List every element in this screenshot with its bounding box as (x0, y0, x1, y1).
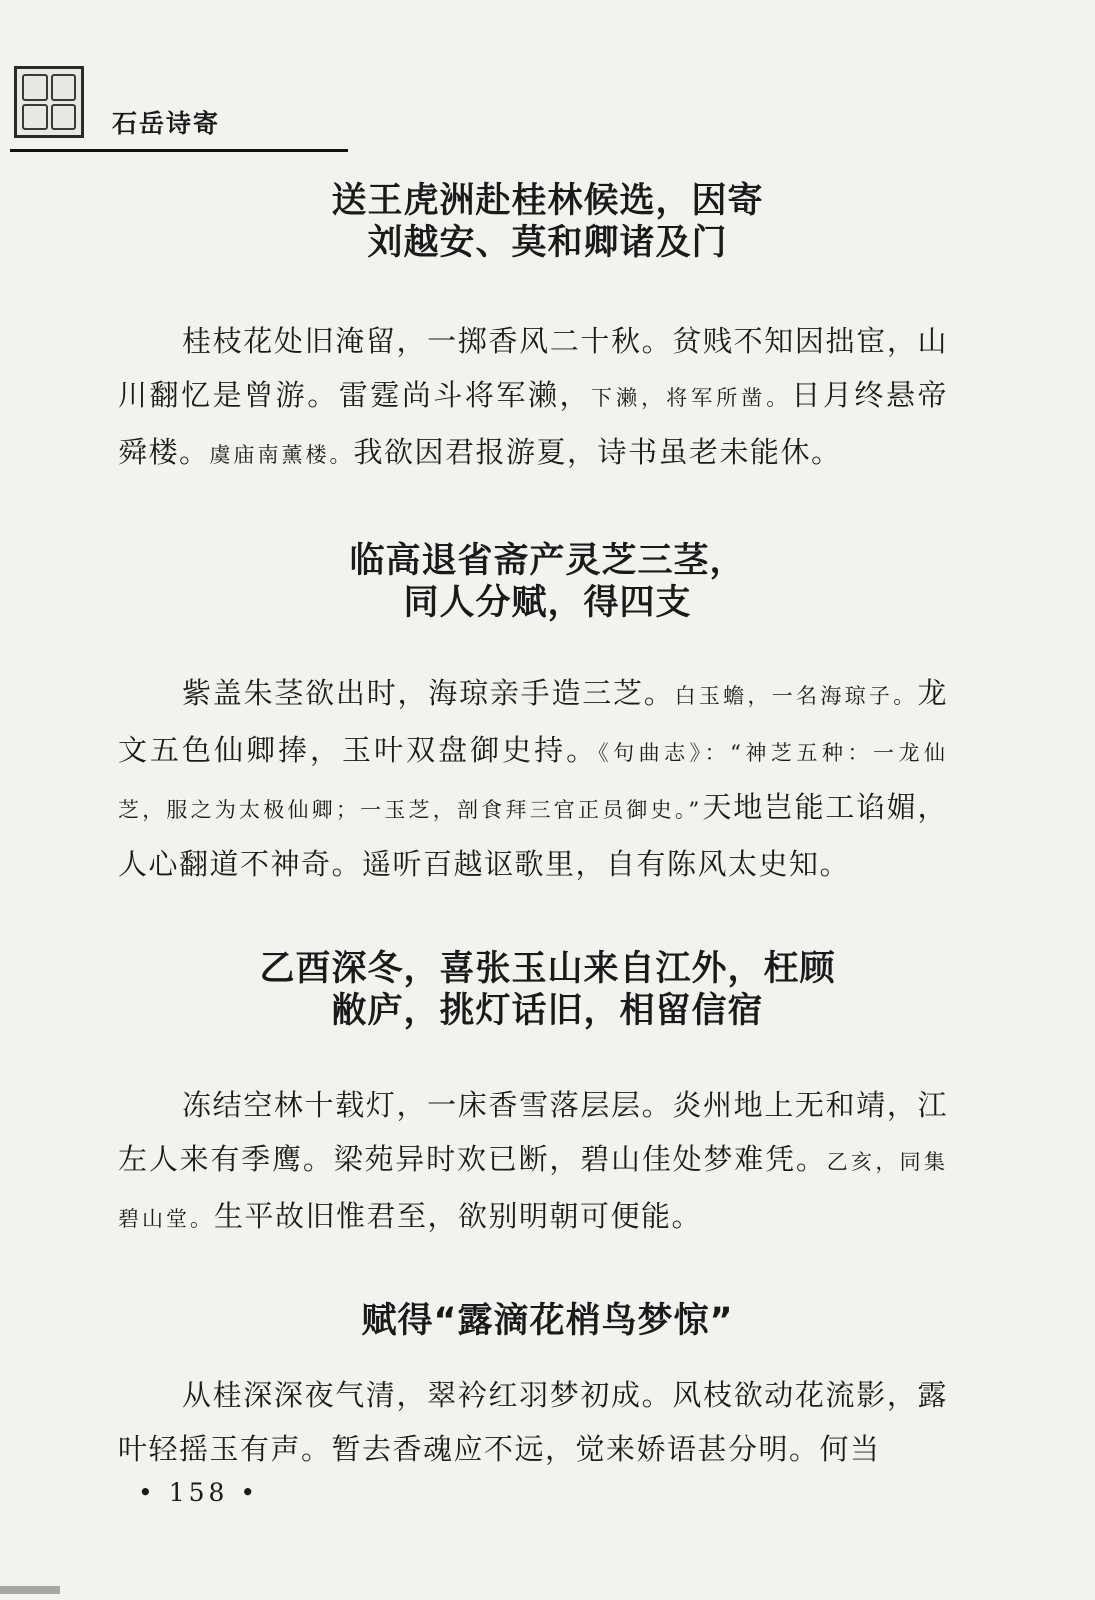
poem-body-1 (118, 314, 948, 482)
verse-text: 天地岂能工谄媚，人心翻道不神奇。遥听百越讴歌里，自有陈风太史知。 (118, 790, 948, 881)
verse-text: 生平故旧惟君至，欲别明朝可便能。 (214, 1199, 703, 1233)
poem-title-line: 刘越安、莫和卿诸及门 (367, 223, 728, 263)
verse-text: 桂枝花处旧淹留，一掷香风二十秋。贫贱不知因拙宦，山川翻忆是曾游。雷霆尚斗将军濑， (118, 324, 948, 412)
poem-title-line: 同人分赋，得四支 (403, 583, 692, 623)
running-title: 石岳诗寄 (112, 109, 221, 138)
header-rule (10, 149, 348, 152)
poem-title-line: 送王虎洲赴桂林候选，因寄 (331, 181, 764, 221)
poem-body-4 (118, 1368, 948, 1476)
annotation: 《句曲志》：“神芝五种：一龙仙芝，服之为太极仙卿；一玉芝，剖食拜三官正员御史。” (118, 741, 948, 822)
poem-title-line: 乙酉深冬，喜张玉山来自江外，枉顾 (259, 949, 836, 989)
poem-title-line: 临高退省斋产灵芝三茎， (349, 541, 746, 581)
poem-body-2 (118, 666, 948, 891)
poem-title-line: 敝庐，挑灯话旧，相留信宿 (331, 991, 764, 1031)
poem-title-4 (0, 1300, 1095, 1342)
verse-text: 紫盖朱茎欲出时，海琼亲手造三芝。 (182, 676, 675, 710)
annotation: 乙亥，同集碧山堂。 (118, 1150, 948, 1231)
verse-text: 日月终悬帝舜楼。 (118, 378, 948, 469)
verse-text: 冻结空林十载灯，一床香雪落层层。炎州地上无和靖，江左人来有季鹰。梁苑异时欢已断，碧山佳处梦难凭。 (118, 1088, 948, 1176)
poem-title-3 (0, 948, 1095, 1032)
poem-title-1 (0, 180, 1095, 264)
poem-body-3 (118, 1078, 948, 1246)
annotation: 下濑，将军所凿。 (591, 386, 792, 410)
poem-title-2 (0, 540, 1095, 624)
verse-text: 龙文五色仙卿捧，玉叶双盘御史持。 (118, 676, 948, 767)
page-number: • 158 • (138, 1478, 260, 1507)
verse-text: 从桂深深夜气清，翠衿红羽梦初成。风枝欲动花流影，露叶轻摇玉有声。暂去香魂应不远，觉来娇语甚分明。何当 (118, 1378, 948, 1466)
poem-title-line: 赋得“露滴花梢鸟梦惊” (361, 1301, 734, 1341)
scan-mark (0, 1586, 60, 1594)
annotation: 白玉蟾，一名海琼子。 (674, 684, 918, 708)
seal-stamp-icon (14, 66, 84, 138)
annotation: 虞庙南薰楼。 (209, 443, 354, 467)
verse-text: 我欲因君报游夏，诗书虽老未能休。 (353, 435, 842, 469)
